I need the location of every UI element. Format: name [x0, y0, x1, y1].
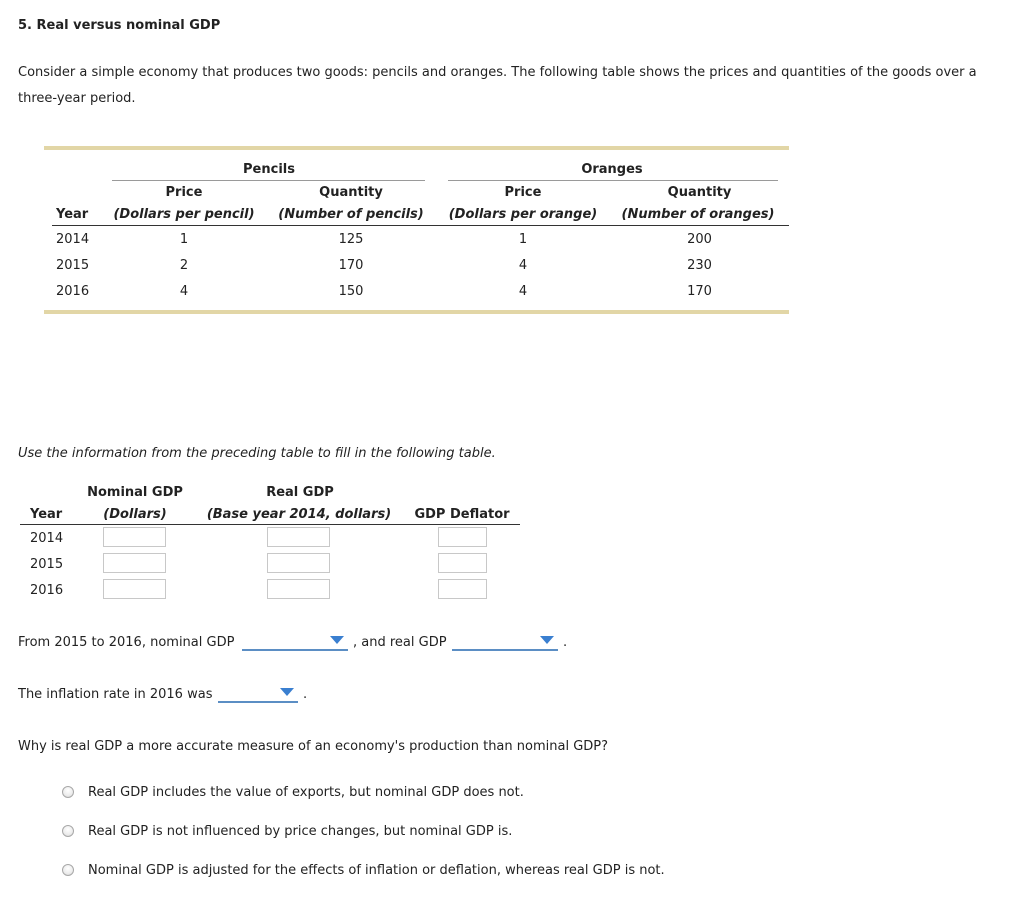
oranges-group-underline [448, 180, 778, 181]
nominal-gdp-2016-input[interactable] [103, 579, 166, 599]
gdp-deflator-2014-input[interactable] [438, 527, 487, 547]
col-unit-real-gdp: (Base year 2014, dollars) [206, 507, 392, 522]
table-top-border [44, 146, 789, 150]
radio-option-2[interactable] [62, 825, 74, 837]
col-header-real-gdp: Real GDP [266, 485, 334, 500]
header-rule [52, 225, 789, 226]
col-header-orange-price: Price [504, 185, 542, 200]
col-unit-pencil-quantity: (Number of pencils) [278, 207, 424, 222]
col-header-pencil-quantity: Quantity [319, 185, 383, 200]
question-title: 5. Real versus nominal GDP [18, 18, 221, 33]
dropdown-arrow-icon [330, 636, 344, 644]
real-gdp-2014-input[interactable] [267, 527, 330, 547]
nominal-gdp-2015-input[interactable] [103, 553, 166, 573]
cell-pencil-quantity: 125 [338, 232, 364, 247]
sentence-period: . [303, 687, 308, 702]
col-unit-orange-price: (Dollars per orange) [448, 207, 598, 222]
col-header-pencil-price: Price [165, 185, 203, 200]
radio-option-1[interactable] [62, 786, 74, 798]
group-header-pencils: Pencils [243, 162, 295, 177]
radio-option-3[interactable] [62, 864, 74, 876]
col-unit-orange-quantity: (Number of oranges) [621, 207, 775, 222]
col-unit-pencil-price: (Dollars per pencil) [113, 207, 255, 222]
cell-year: 2014 [30, 531, 64, 546]
cell-pencil-price: 4 [179, 284, 189, 299]
header-rule [20, 524, 520, 525]
cell-orange-price: 1 [518, 232, 528, 247]
col-header-nominal-gdp: Nominal GDP [87, 485, 183, 500]
col-unit-nominal-gdp: (Dollars) [103, 507, 167, 522]
real-gdp-2015-input[interactable] [267, 553, 330, 573]
option-label[interactable]: Real GDP is not influenced by price changes, but nominal GDP is. [88, 824, 513, 839]
col-header-year: Year [56, 207, 89, 222]
cell-orange-quantity: 200 [687, 232, 712, 247]
option-label[interactable]: Real GDP includes the value of exports, but nominal GDP does not. [88, 785, 524, 800]
gdp-deflator-2016-input[interactable] [438, 579, 487, 599]
cell-orange-price: 4 [518, 258, 528, 273]
pencils-group-underline [112, 180, 425, 181]
dropdown-arrow-icon [540, 636, 554, 644]
cell-pencil-price: 2 [179, 258, 189, 273]
group-header-oranges: Oranges [581, 162, 643, 177]
real-gdp-2016-input[interactable] [267, 579, 330, 599]
sentence-period: . [563, 635, 568, 650]
cell-year: 2015 [56, 258, 90, 273]
mc-question: Why is real GDP a more accurate measure of an economy's production than nominal GDP? [18, 739, 609, 754]
cell-orange-quantity: 170 [687, 284, 712, 299]
col-header-orange-quantity: Quantity [667, 185, 732, 200]
cell-pencil-quantity: 170 [338, 258, 364, 273]
cell-orange-quantity: 230 [687, 258, 712, 273]
gdp-deflator-2015-input[interactable] [438, 553, 487, 573]
nominal-gdp-sentence-prefix: From 2015 to 2016, nominal GDP [18, 635, 235, 650]
table-bottom-border [44, 310, 789, 314]
real-gdp-change-dropdown[interactable] [452, 633, 558, 651]
cell-pencil-quantity: 150 [338, 284, 364, 299]
col-header-year: Year [30, 507, 63, 522]
dropdown-arrow-icon [280, 688, 294, 696]
real-gdp-sentence-middle: , and real GDP [353, 635, 447, 650]
cell-year: 2014 [56, 232, 90, 247]
option-label[interactable]: Nominal GDP is adjusted for the effects of inflation or deflation, whereas real GDP is not. [88, 863, 665, 878]
nominal-gdp-2014-input[interactable] [103, 527, 166, 547]
inflation-sentence-prefix: The inflation rate in 2016 was [18, 687, 213, 702]
question-intro: Consider a simple economy that produces two goods: pencils and oranges. The following table shows the prices and quantities of the goods over a three-year period. [18, 65, 977, 106]
cell-year: 2015 [30, 557, 64, 572]
nominal-gdp-change-dropdown[interactable] [242, 633, 348, 651]
cell-pencil-price: 1 [179, 232, 189, 247]
cell-year: 2016 [30, 583, 64, 598]
instructions-text: Use the information from the preceding table to fill in the following table. [18, 446, 496, 461]
col-header-gdp-deflator: GDP Deflator [414, 507, 510, 522]
inflation-rate-dropdown[interactable] [218, 685, 298, 703]
cell-orange-price: 4 [518, 284, 528, 299]
cell-year: 2016 [56, 284, 90, 299]
